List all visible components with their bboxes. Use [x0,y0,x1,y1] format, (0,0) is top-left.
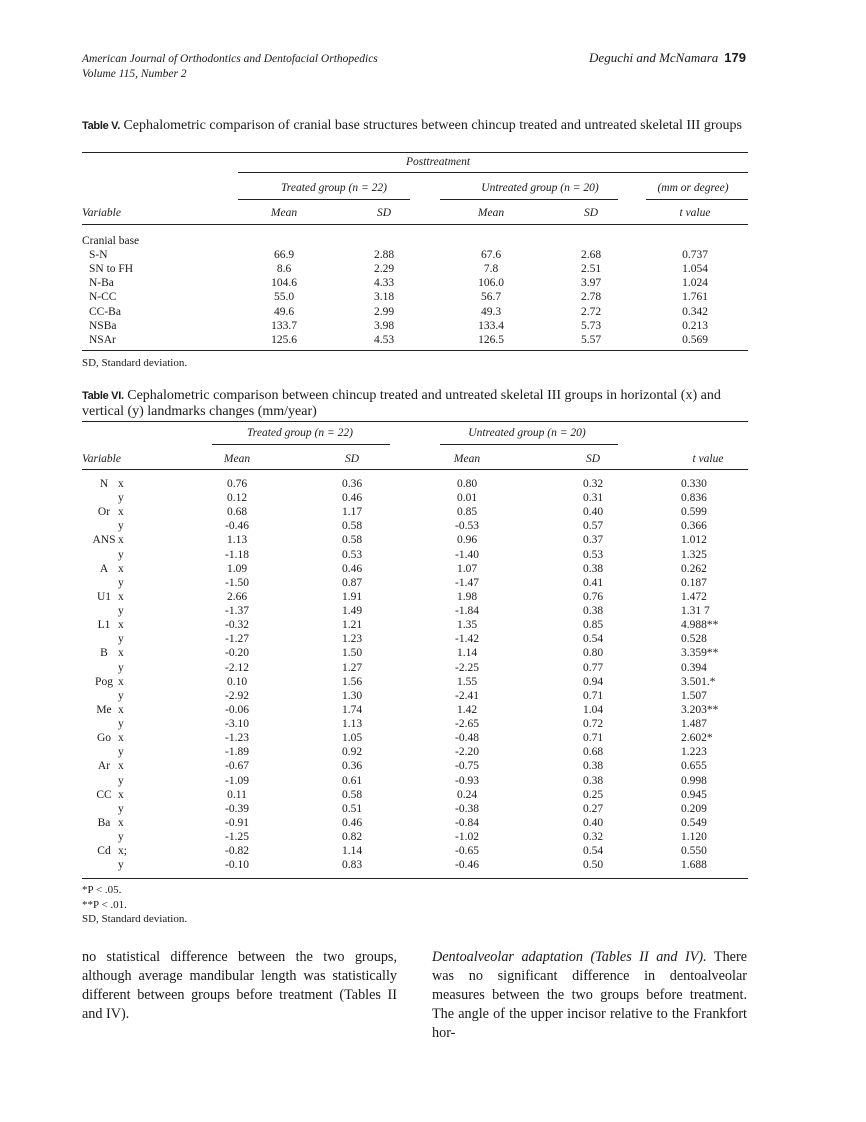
table6-cell-mean1: 2.66 [226,590,248,603]
table5-cell-t: 1.761 [682,291,708,304]
table6-cell-sd2: 0.25 [582,788,604,801]
table6-cell-mean2: -2.65 [455,718,479,731]
table6-cell-mean2: -1.84 [455,605,479,618]
table6-cell-variable: L1 [97,619,111,632]
table6-cell-axis: x [118,788,124,801]
body-left-column [82,948,397,1024]
table6-cell-axis: x [118,590,124,603]
table5-cell-sd2: 3.97 [580,277,602,290]
table6-cell-axis: y [118,492,124,505]
table6-cell-mean1: 1.09 [226,562,248,575]
table6-cell-sd1: 0.58 [341,788,363,801]
table6-cell-axis: x; [118,845,127,858]
table6-cell-axis: x [118,478,124,490]
table5-section-label: Cranial base [82,235,140,247]
table6-cell-t: 3.203** [681,703,719,716]
table6-cell-sd1: 0.58 [341,520,363,533]
table6-group1-rule [212,444,390,445]
table6-variable-header: Variable [82,453,121,465]
table6-cell-axis: x [118,816,124,829]
table6-cell-mean1: -1.37 [225,605,249,618]
table6-cell-sd2: 0.27 [582,802,604,815]
table6-cell-sd2: 0.72 [582,718,604,731]
table6-cell-t: 1.31 7 [681,605,710,618]
table6-cell-axis: x [118,732,124,745]
table6-cell-mean2: 0.85 [456,506,478,519]
table6-cell-t: 1.688 [681,859,707,872]
table6-cell-sd1: 0.87 [341,576,363,589]
table6-cell-sd2: 0.53 [582,548,604,561]
table6-cell-sd1: 1.74 [341,703,363,716]
table6-cell-mean2: 1.07 [456,562,478,575]
table5-bottom-rule [82,350,748,351]
table6-cell-mean1: -0.10 [225,859,249,872]
table6-mean2-header: Mean [453,453,481,465]
table5-cell-variable: CC-Ba [89,305,121,318]
table6-group2-rule [440,444,618,445]
table5-cell-mean1: 104.6 [271,277,297,290]
table6-mean1-header: Mean [223,453,251,465]
table6-cell-variable: B [100,647,108,660]
table6-cell-sd1: 1.27 [341,661,363,674]
table6-cell-sd2: 0.40 [582,816,604,829]
table6-cell-mean1: 0.76 [226,478,248,490]
table6-cell-t: 1.472 [681,590,707,603]
table5-cell-mean2: 7.8 [483,263,499,276]
table6-cell-sd2: 0.76 [582,590,604,603]
table5-footnote: SD, Standard deviation. [82,357,188,369]
table5-cell-sd1: 2.29 [373,263,395,276]
table5-cell-sd1: 3.18 [373,291,395,304]
table5-mean2-header: Mean [477,207,505,219]
table6-cell-mean1: -0.06 [225,703,249,716]
table6-cell-mean2: 1.42 [456,703,478,716]
table6-cell-sd1: 0.58 [341,534,363,547]
table6-cell-mean2: -2.25 [455,661,479,674]
table5-cell-sd2: 5.57 [580,333,602,346]
table5-cell-variable: N-CC [89,291,117,304]
table6-cell-mean1: -1.25 [225,831,249,843]
table5-cell-mean1: 55.0 [273,291,295,304]
table6-cell-mean2: -1.42 [455,633,479,646]
table6-cell-mean1: -0.67 [225,760,249,773]
table6-cell-mean1: 0.10 [226,675,248,688]
table6-cell-variable: N [99,478,109,490]
table6-cell-sd2: 0.32 [582,478,604,490]
table6-cell-mean2: -1.02 [455,831,479,843]
table6-cell-sd1: 0.83 [341,859,363,872]
table6-group1-header: Treated group (n = 22) [247,427,353,439]
table6-cell-sd1: 1.13 [341,718,363,731]
table6-cell-mean1: -3.10 [225,718,249,731]
table6-cell-sd2: 0.38 [582,774,604,787]
journal-volume: Volume 115, Number 2 [82,68,187,80]
table5-unit-rule [646,199,748,200]
table6-cell-axis: x [118,703,124,716]
table5-cell-sd2: 2.72 [580,305,602,318]
table5-header-rule [82,224,748,225]
table5-cell-mean1: 8.6 [276,263,292,276]
table6-cell-mean1: -1.89 [225,746,249,759]
table6-cell-sd1: 1.05 [341,732,363,745]
table6-cell-t: 0.330 [681,478,707,490]
table6-group2-header: Untreated group (n = 20) [468,427,586,439]
table6-cell-axis: y [118,774,124,787]
table6-cell-t: 2.602* [681,732,713,745]
table6-cell-axis: y [118,661,124,674]
table6-cell-mean2: 0.96 [456,534,478,547]
table6-cell-sd2: 0.38 [582,605,604,618]
table6-cell-t: 0.187 [681,576,707,589]
table6-cell-t: 4.988** [681,619,719,632]
table6-cell-sd2: 1.04 [582,703,604,716]
table6-cell-sd1: 1.23 [341,633,363,646]
table6-cell-axis: y [118,520,124,533]
table6-cell-mean2: -0.38 [455,802,479,815]
table5-unit-header: (mm or degree) [657,182,729,194]
table5-cell-sd1: 2.88 [373,249,395,261]
table5-cell-variable: NSAr [89,333,116,346]
table5-cell-sd1: 4.33 [373,277,395,290]
table6-cell-mean2: 0.80 [456,478,478,490]
table6-cell-mean2: -2.41 [455,689,479,702]
table5-group2-rule [440,199,618,200]
table6-cell-sd1: 1.91 [341,590,363,603]
table5-caption-text: Cephalometric comparison of cranial base structures between chincup treated and untreated skeletal III groups [123,118,742,133]
table5-group1-rule [238,199,410,200]
body-right-column [432,948,747,1043]
table5-span-header: Posttreatment [405,156,471,168]
table6-caption-text: Cephalometric comparison between chincup treated and untreated skeletal III groups in horizontal (x) and vertical (y) landmarks changes (mm/year) [82,388,721,419]
table6-cell-t: 0.262 [681,562,707,575]
table6-cell-axis: x [118,534,124,547]
table6-cell-t: 1.223 [681,746,707,759]
table5-cell-sd1: 4.53 [373,333,395,346]
table6-cell-t: 0.945 [681,788,707,801]
table6-cell-sd1: 0.53 [341,548,363,561]
table6-cell-t: 0.366 [681,520,707,533]
table6-footnote: *P < .05. [82,884,122,896]
table6-cell-mean1: 1.13 [226,534,248,547]
table6-cell-axis: x [118,562,124,575]
table5-cell-t: 1.024 [682,277,708,290]
table5-cell-variable: SN to FH [89,263,134,276]
table6-cell-variable: Me [96,703,112,716]
body-right-text: There was no significant difference in dentoalveolar measures between the two groups before treatment. The angle of the upper incisor relative to the Frankfort hor- [432,949,747,1041]
table6-cell-mean2: 0.01 [456,492,478,505]
table5-sd2-header: SD [583,207,599,219]
table6-cell-t: 0.209 [681,802,707,815]
table6-cell-mean1: 0.12 [226,492,248,505]
table6-sd1-header: SD [344,453,360,465]
table6-bottom-rule [82,878,748,879]
table5-cell-t: 0.569 [682,333,708,346]
table6-cell-t: 0.599 [681,506,707,519]
table6-cell-axis: y [118,746,124,759]
table6-cell-sd2: 0.32 [582,831,604,843]
table5-cell-mean2: 126.5 [478,333,504,346]
table6-cell-t: 1.012 [681,534,707,547]
table6-cell-mean1: -0.82 [225,845,249,858]
table6-cell-sd2: 0.85 [582,619,604,632]
table6-cell-mean1: -0.20 [225,647,249,660]
table6-caption [82,388,752,419]
table6-cell-variable: A [99,562,109,575]
table6-cell-variable: CC [96,788,112,801]
table6-cell-axis: y [118,689,124,702]
table6-cell-axis: y [118,802,124,815]
table6-cell-t: 0.550 [681,845,707,858]
table6-cell-sd2: 0.38 [582,562,604,575]
table6-cell-axis: x [118,760,124,773]
table6-cell-axis: y [118,718,124,731]
table5-cell-mean1: 125.6 [271,333,297,346]
table6-cell-mean2: -2.20 [455,746,479,759]
table6-cell-t: 0.549 [681,816,707,829]
table6-cell-axis: x [118,647,124,660]
table6-cell-sd2: 0.68 [582,746,604,759]
table6-cell-t: 3.359** [681,647,719,660]
table6-cell-axis: x [118,506,124,519]
table6-cell-mean1: -1.09 [225,774,249,787]
table6-cell-sd1: 0.61 [341,774,363,787]
table6-top-rule [82,421,748,422]
table6-cell-sd1: 0.46 [341,816,363,829]
table6-cell-mean1: -1.23 [225,732,249,745]
table6-cell-sd2: 0.41 [582,576,604,589]
table6-cell-sd1: 0.92 [341,746,363,759]
table6-cell-mean1: -2.12 [225,661,249,674]
table6-cell-sd2: 0.40 [582,506,604,519]
table5-cell-sd2: 5.73 [580,319,602,332]
table6-label: Table VI. [82,390,124,402]
table6-cell-variable: Go [96,732,112,745]
table6-cell-axis: y [118,633,124,646]
table6-cell-sd1: 1.56 [341,675,363,688]
table5-label: Table V. [82,120,120,132]
table6-cell-sd1: 1.17 [341,506,363,519]
table5-top-rule [82,152,748,153]
running-header-authors [589,50,746,66]
table6-cell-mean2: 1.98 [456,590,478,603]
table6-cell-mean2: -1.40 [455,548,479,561]
table5-variable-header: Variable [82,207,121,219]
table5-cell-mean1: 133.7 [271,319,297,332]
table6-cell-mean1: -1.27 [225,633,249,646]
table6-cell-mean2: -0.65 [455,845,479,858]
table6-cell-t: 1.120 [681,831,707,843]
table6-cell-variable: Ba [97,816,111,829]
table6-cell-sd2: 0.37 [582,534,604,547]
table5-cell-t: 1.054 [682,263,708,276]
table6-cell-axis: y [118,859,124,872]
table5-cell-variable: N-Ba [89,277,114,290]
table6-cell-sd2: 0.57 [582,520,604,533]
table6-cell-mean2: -0.84 [455,816,479,829]
table6-cell-sd1: 1.30 [341,689,363,702]
table6-cell-mean2: -0.48 [455,732,479,745]
table5-t-header: t value [679,207,711,219]
journal-name: American Journal of Orthodontics and Dentofacial Orthopedics [82,53,378,65]
table6-cell-mean2: -1.47 [455,576,479,589]
table6-cell-mean1: -0.46 [225,520,249,533]
table6-cell-axis: y [118,831,124,843]
table6-cell-sd2: 0.31 [582,492,604,505]
table6-cell-mean2: 0.24 [456,788,478,801]
table6-cell-sd2: 0.54 [582,845,604,858]
table5-mean1-header: Mean [270,207,298,219]
table6-cell-mean1: -0.39 [225,802,249,815]
table6-cell-axis: x [118,619,124,632]
table5-cell-mean1: 49.6 [273,305,295,318]
table6-cell-sd1: 1.14 [341,845,363,858]
table6-cell-t: 0.655 [681,760,707,773]
table6-cell-sd1: 1.50 [341,647,363,660]
table6-cell-sd2: 0.54 [582,633,604,646]
table5-cell-t: 0.213 [682,319,708,332]
table6-cell-variable: U1 [96,590,112,603]
table6-t-header: t value [692,453,724,465]
table5-cell-mean2: 56.7 [480,291,502,304]
table6-cell-mean2: -0.75 [455,760,479,773]
table6-cell-t: 0.836 [681,492,707,505]
table5-cell-variable: S-N [89,249,108,261]
table6-cell-variable: Pog [95,675,113,688]
table5-cell-mean1: 66.9 [273,249,295,261]
table6-cell-variable: ANS [92,534,116,547]
table6-cell-mean1: -1.18 [225,548,249,561]
running-header-journal [82,52,378,82]
table6-cell-mean2: -0.93 [455,774,479,787]
table6-cell-variable: Ar [97,760,111,773]
table6-cell-axis: x [118,675,124,688]
table6-cell-sd1: 1.49 [341,605,363,618]
table6-cell-sd1: 0.46 [341,562,363,575]
table6-header-rule [82,469,748,470]
table5-span-rule [238,172,748,173]
table6-cell-sd1: 0.36 [341,478,363,490]
table6-cell-mean1: -1.50 [225,576,249,589]
table5-caption [82,118,752,134]
table6-cell-mean2: -0.53 [455,520,479,533]
table6-cell-t: 1.507 [681,689,707,702]
table6-cell-mean2: 1.35 [456,619,478,632]
table6-cell-t: 1.325 [681,548,707,561]
table6-cell-sd2: 0.94 [582,675,604,688]
section-heading: Dentoalveolar adaptation (Tables II and IV). [432,949,707,965]
page-number: 179 [724,50,746,65]
table5-cell-variable: NSBa [89,319,117,332]
table6-cell-mean1: -0.32 [225,619,249,632]
table5-cell-sd2: 2.68 [580,249,602,261]
table6-sd2-header: SD [585,453,601,465]
table6-cell-sd1: 0.51 [341,802,363,815]
table5-cell-mean2: 67.6 [480,249,502,261]
table6-cell-t: 0.394 [681,661,707,674]
table5-cell-t: 0.737 [682,249,708,261]
table6-cell-t: 1.487 [681,718,707,731]
table6-cell-mean1: 0.68 [226,506,248,519]
table6-cell-mean1: 0.11 [227,788,247,801]
table5-cell-t: 0.342 [682,305,708,318]
table5-cell-mean2: 49.3 [480,305,502,318]
table6-cell-t: 3.501.* [681,675,716,688]
table6-cell-mean2: 1.55 [456,675,478,688]
table5-group2-header: Untreated group (n = 20) [481,182,599,194]
table6-cell-sd2: 0.71 [582,689,604,702]
table6-cell-t: 0.528 [681,633,707,646]
table5-sd1-header: SD [376,207,392,219]
table6-cell-mean2: 1.14 [456,647,478,660]
table6-cell-sd1: 0.36 [341,760,363,773]
table6-cell-sd2: 0.38 [582,760,604,773]
table6-cell-mean1: -2.92 [225,689,249,702]
table5-cell-sd2: 2.51 [580,263,602,276]
table6-cell-variable: Or [97,506,111,519]
table6-cell-axis: y [118,576,124,589]
authors: Deguchi and McNamara [589,50,719,65]
table6-cell-mean1: -0.91 [225,816,249,829]
table6-cell-mean2: -0.46 [455,859,479,872]
table6-cell-t: 0.998 [681,774,707,787]
table5-cell-sd1: 3.98 [373,319,395,332]
table5-cell-sd2: 2.78 [580,291,602,304]
table6-cell-axis: y [118,605,124,618]
table6-cell-axis: y [118,548,124,561]
table6-cell-sd1: 0.82 [341,831,363,843]
table6-cell-sd1: 1.21 [341,619,363,632]
table6-footnote: **P < .01. [82,898,127,911]
table6-cell-sd2: 0.77 [582,661,604,674]
table5-cell-sd1: 2.99 [373,305,395,318]
table6-cell-sd2: 0.50 [582,859,604,872]
table6-cell-sd2: 0.71 [582,732,604,745]
body-left-text: no statistical difference between the two groups, although average mandibular length was statistically different between groups before treatment (Tables II and IV). [82,949,397,1022]
table6-cell-sd2: 0.80 [582,647,604,660]
table6-footnote: SD, Standard deviation. [82,913,188,925]
table5-cell-mean2: 106.0 [478,277,504,290]
table6-cell-variable: Cd [97,845,111,858]
table6-cell-sd1: 0.46 [341,492,363,505]
table5-cell-mean2: 133.4 [478,319,504,332]
table5-group1-header: Treated group (n = 22) [281,182,387,194]
